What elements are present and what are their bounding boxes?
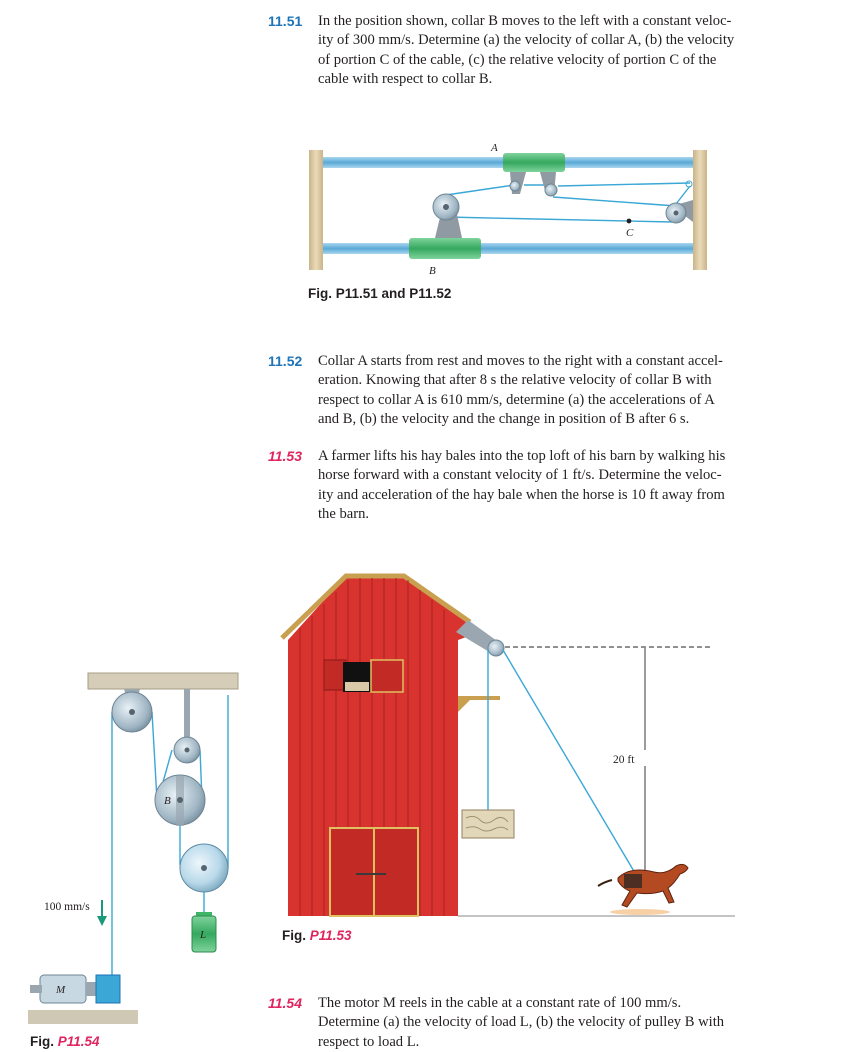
collar-b bbox=[409, 238, 481, 259]
label-b: B bbox=[429, 265, 436, 277]
problem-number: 11.52 bbox=[268, 353, 303, 369]
loft-door bbox=[371, 660, 403, 692]
point-c bbox=[627, 219, 632, 224]
problem-number: 11.51 bbox=[268, 13, 303, 29]
label-c: C bbox=[626, 227, 634, 239]
problem-line: In the position shown, collar B moves to the left with a constant veloc- bbox=[318, 13, 732, 29]
figure-p11-53 bbox=[282, 576, 735, 916]
cable bbox=[446, 183, 690, 222]
label-m: M bbox=[56, 984, 66, 996]
label-a: A bbox=[491, 142, 498, 154]
figure-p11-54 bbox=[28, 673, 238, 1024]
problem-line: ity and acceleration of the hay bale when the horse is 10 ft away from bbox=[318, 486, 725, 503]
problem-line: of portion C of the cable, (c) the relative velocity of portion C of the bbox=[318, 51, 717, 68]
hay-bale bbox=[462, 810, 514, 838]
problem-line: cable with respect to collar B. bbox=[318, 70, 493, 87]
height-label: 20 ft bbox=[613, 754, 635, 766]
problem-number: 11.54 bbox=[268, 995, 302, 1011]
problem-line: and B, (b) the velocity and the change in position of B after 6 s. bbox=[318, 410, 690, 427]
cable-drum bbox=[96, 975, 120, 1003]
label-b: B bbox=[164, 795, 171, 807]
problem-line: The motor M reels in the cable at a constant rate of 100 mm/s. bbox=[318, 995, 682, 1011]
loft-shutter bbox=[324, 660, 346, 690]
hay-bales-in-loft bbox=[345, 682, 369, 691]
problem-line: Collar A starts from rest and moves to the right with a constant accel- bbox=[318, 353, 723, 369]
problem-line: eration. Knowing that after 8 s the relative velocity of collar B with bbox=[318, 372, 712, 389]
ceiling bbox=[88, 673, 238, 689]
problem-number: 11.53 bbox=[268, 448, 302, 464]
problem-line: the barn. bbox=[318, 505, 370, 522]
pulley-icon bbox=[510, 181, 520, 191]
problem-line: A farmer lifts his hay bales into the top loft of his barn by walking his bbox=[318, 448, 726, 464]
pulley-icon bbox=[488, 640, 504, 656]
problem-line: ity of 300 mm/s. Determine (a) the velocity of collar A, (b) the velocity bbox=[318, 32, 735, 49]
figure-p11-51 bbox=[309, 142, 707, 277]
problem-line: horse forward with a constant velocity of 1 ft/s. Determine the veloc- bbox=[318, 467, 722, 484]
speed-label: 100 mm/s bbox=[44, 901, 90, 913]
problem-line: respect to load L. bbox=[318, 1033, 420, 1050]
label-l: L bbox=[200, 929, 207, 941]
motor-base bbox=[28, 1010, 138, 1024]
right-wall bbox=[693, 150, 707, 270]
anchor-icon bbox=[686, 181, 692, 187]
caption-prefix: Fig. bbox=[282, 928, 310, 943]
problem-line: respect to collar A is 610 mm/s, determine (a) the accelerations of A bbox=[318, 391, 715, 408]
caption-number: P11.53 bbox=[309, 928, 352, 943]
figure-caption-p11-51: Fig. P11.51 and P11.52 bbox=[308, 286, 452, 301]
support-shelf bbox=[458, 696, 500, 712]
lower-rod bbox=[323, 243, 693, 254]
problem-line: Determine (a) the velocity of load L, (b) the velocity of pulley B with bbox=[318, 1014, 725, 1031]
caption-number: P11.54 bbox=[57, 1034, 100, 1049]
pulley-icon bbox=[545, 184, 557, 196]
left-wall bbox=[309, 150, 323, 270]
caption-prefix: Fig. bbox=[30, 1034, 58, 1049]
horse-icon bbox=[598, 864, 688, 907]
collar-a bbox=[503, 153, 565, 172]
